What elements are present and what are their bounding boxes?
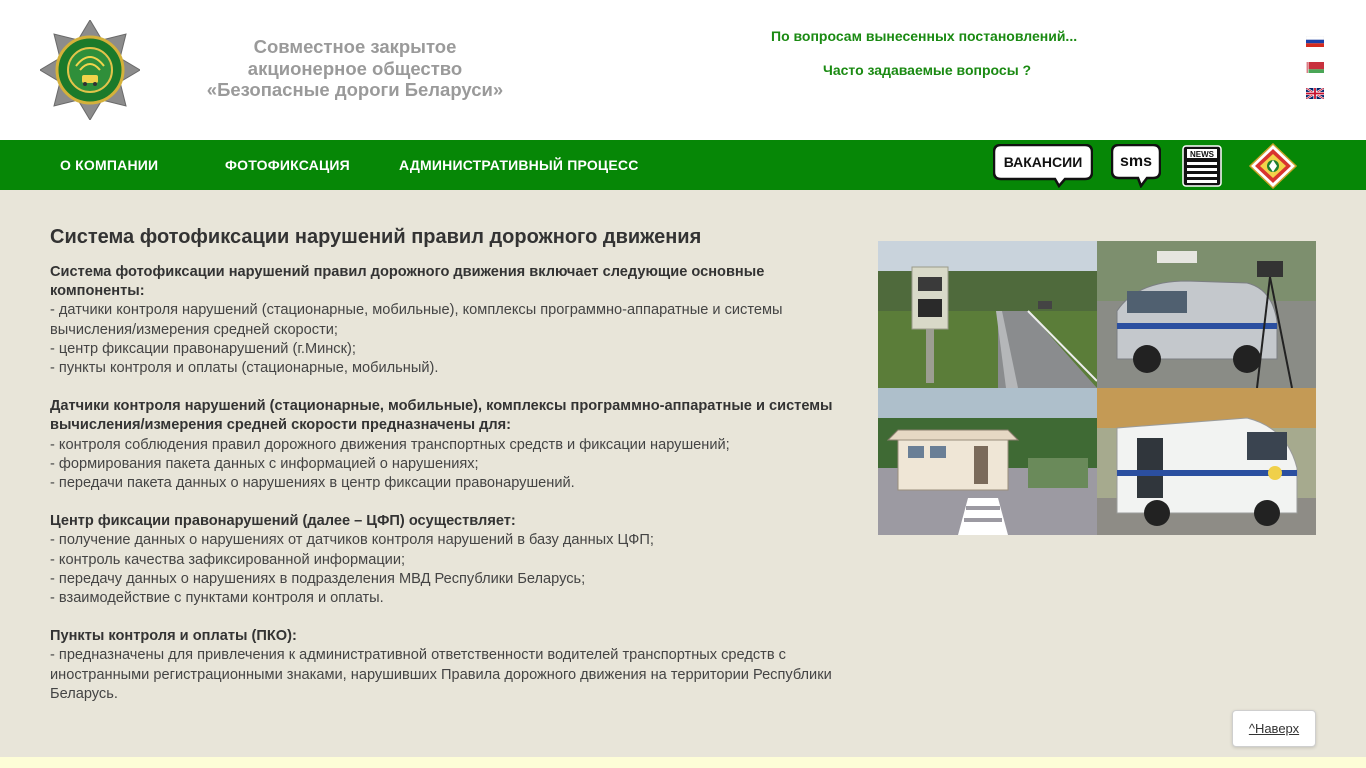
flag-by-icon[interactable]: [1306, 62, 1324, 73]
company-logo[interactable]: [40, 20, 140, 120]
nav-item-photofixation[interactable]: ФОТОФИКСАЦИЯ: [225, 157, 350, 173]
company-name-line3: «Безопасные дороги Беларуси»: [206, 79, 504, 100]
section-line: - взаимодействие с пунктами контроля и оплаты.: [50, 590, 384, 607]
section-line: - контроля соблюдения правил дорожного движения транспортных средств и фиксации нарушений;: [50, 436, 730, 453]
flag-ru-icon[interactable]: [1306, 36, 1324, 47]
section-heading: Система фотофиксации нарушений правил дорожного движения включает следующие основные компоненты:: [50, 264, 765, 300]
nav-item-admin-process[interactable]: АДМИНИСТРАТИВНЫЙ ПРОЦЕСС: [399, 157, 639, 173]
vacancies-icon[interactable]: [993, 144, 1093, 188]
section-heading: Центр фиксации правонарушений (далее – ЦФП) осуществляет:: [50, 513, 516, 530]
section-heading: Датчики контроля нарушений (стационарные, мобильные), комплексы программно-аппаратные и системы вычисления/измерения средней скорости предназначены для:: [50, 398, 833, 434]
section-components: [50, 263, 840, 378]
company-name-line2: акционерное общество: [247, 57, 463, 79]
section-line: - контроль качества зафиксированной информации;: [50, 551, 406, 568]
photo-mobile-van: [1097, 388, 1316, 535]
photo-speed-camera: [878, 241, 1097, 388]
section-heading: Пункты контроля и оплаты (ПКО):: [50, 628, 297, 645]
company-name: [170, 36, 540, 101]
photo-collage: [878, 241, 1316, 535]
section-line: - пункты контроля и оплаты (стационарные, мобильный).: [50, 360, 439, 377]
nav-item-about[interactable]: О КОМПАНИИ: [60, 157, 159, 173]
section-center: [50, 512, 840, 608]
sms-label: sms: [1119, 153, 1153, 170]
section-line: - датчики контроля нарушений (стационарные, мобильные), комплексы программно-аппаратные и системы вычисления/измерения средней скорости;: [50, 302, 783, 338]
footer-strip: [0, 757, 1366, 768]
section-line: - получение данных о нарушениях от датчиков контроля нарушений в базу данных ЦФП;: [50, 532, 654, 549]
section-line: - передачу данных о нарушениях в подразделения МВД Республики Беларусь;: [50, 570, 586, 587]
site-header: [0, 0, 1366, 140]
main-nav: [0, 140, 1366, 190]
photo-mobile-camera: [1097, 241, 1316, 388]
news-icon[interactable]: [1181, 144, 1225, 188]
flag-en-icon[interactable]: [1306, 88, 1324, 99]
ministry-emblem-icon[interactable]: [1249, 143, 1297, 189]
faq-link[interactable]: Часто задаваемые вопросы ?: [823, 62, 1032, 78]
section-sensors: [50, 397, 840, 493]
vacancies-label: ВАКАНСИИ: [1003, 154, 1083, 170]
section-line: - передачи пакета данных о нарушениях в центр фиксации правонарушений.: [50, 475, 575, 492]
page-title: Система фотофиксации нарушений правил дорожного движения: [50, 226, 702, 248]
decisions-link[interactable]: По вопросам вынесенных постановлений...: [771, 28, 1078, 44]
news-label: NEWS: [1190, 150, 1214, 159]
photo-control-point: [878, 388, 1097, 535]
company-name-line1: Совместное закрытое: [253, 36, 457, 57]
sms-icon[interactable]: [1111, 144, 1161, 188]
main-content: [50, 225, 840, 723]
section-line: - центр фиксации правонарушений (г.Минск);: [50, 340, 356, 357]
section-pko: [50, 627, 840, 704]
back-to-top-button[interactable]: ^Наверх: [1232, 710, 1316, 747]
section-line: - предназначены для привлечения к административной ответственности водителей транспортных средств с иностранными регистрационными знаками, нарушивших Правила дорожного движения на территории Республики Беларусь.: [50, 647, 832, 702]
section-line: - формирования пакета данных с информацией о нарушениях;: [50, 455, 479, 472]
